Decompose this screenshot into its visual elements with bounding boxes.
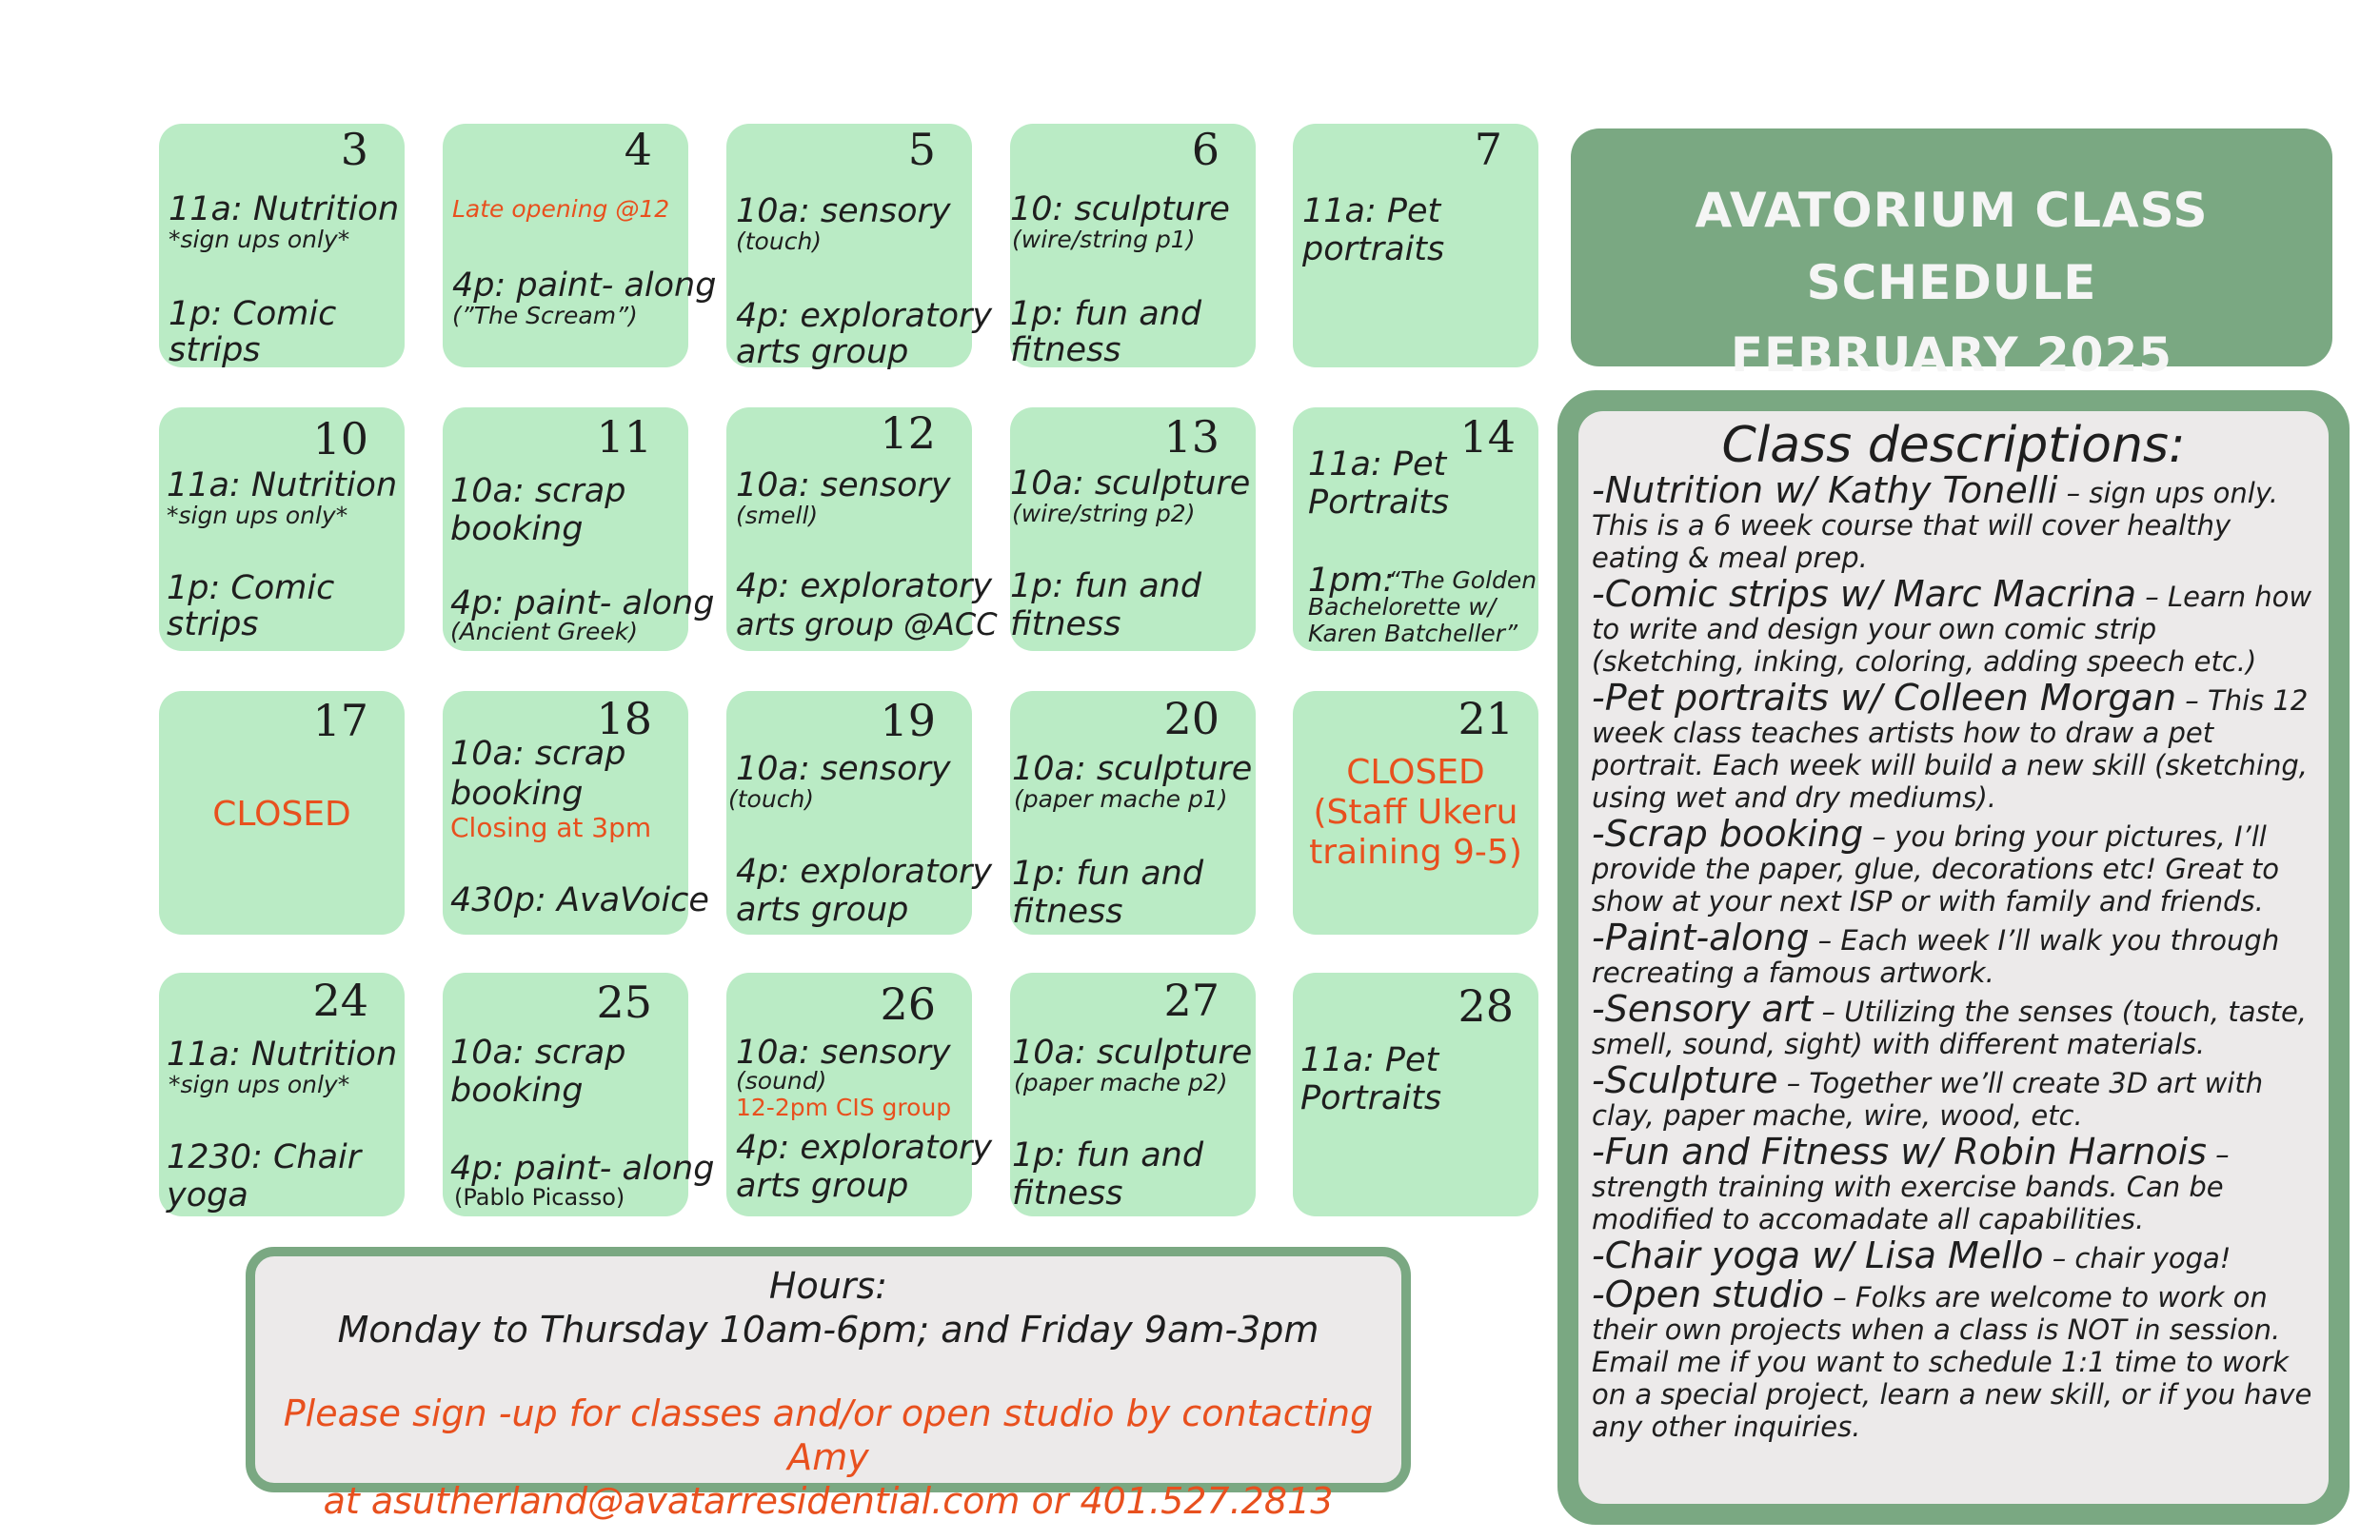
class-note: Karen Batcheller” (1308, 620, 1518, 647)
description-heading: -Fun and Fitness w/ Robin Harnois (1592, 1131, 2207, 1173)
class-line: 11a: Pet (1302, 192, 1441, 230)
class-line: 430p: AvaVoice (450, 881, 709, 919)
day-number: 10 (312, 413, 368, 464)
description-body: – chair yoga! (2043, 1242, 2231, 1274)
day-cell-4 (443, 124, 717, 367)
class-note: (paper mache p2) (1014, 1069, 1228, 1096)
schedule-month: FEBRUARY 2025 (1730, 327, 2173, 383)
day-number: 20 (1163, 693, 1220, 744)
day-cell-25 (443, 973, 715, 1216)
class-line: 10a: sensory (736, 750, 951, 788)
class-note: *sign ups only* (169, 1071, 350, 1098)
class-line: 10a: scrap (450, 1034, 626, 1072)
description-heading: -Nutrition w/ Kathy Tonelli (1592, 469, 2058, 511)
class-line: 11a: Nutrition (167, 1036, 398, 1074)
day-cell-20 (1010, 691, 1256, 935)
class-descriptions-panel (1557, 390, 2350, 1525)
class-line: 1p: fun and (1012, 855, 1204, 893)
class-line: fitness (1012, 893, 1123, 931)
class-line: 1p: fun and (1012, 1136, 1204, 1175)
class-line: 4p: exploratory (736, 853, 993, 891)
class-line: 11a: Nutrition (167, 466, 398, 504)
day-cell-14 (1293, 407, 1538, 651)
description-body: – This 12 week class teaches artists how to draw a pet portrait. Each week will build a new skill (sketching, using wet and dry mediums). (1592, 684, 2309, 814)
day-number: 28 (1458, 980, 1514, 1032)
day-cell-27 (1010, 973, 1256, 1216)
day-cell-19 (726, 691, 993, 935)
day-cell-26 (726, 973, 993, 1216)
description-body: – Utilizing the senses (touch, taste, smell, sound, sight) with different materials. (1592, 996, 2308, 1060)
day-number: 27 (1163, 975, 1220, 1026)
day-cell-6 (1010, 124, 1256, 367)
description-heading: -Sculpture (1592, 1059, 1778, 1101)
class-line: strips (169, 331, 261, 369)
hours-panel (246, 1247, 1411, 1522)
class-line: strips (167, 605, 259, 643)
day-cell-7 (1293, 124, 1538, 367)
class-note: (touch) (728, 785, 815, 813)
class-note: *sign ups only* (167, 502, 348, 529)
day-number: 18 (596, 693, 652, 744)
class-line: fitness (1010, 605, 1121, 643)
class-note: (Pablo Picasso) (454, 1184, 625, 1211)
description-item (1592, 813, 2315, 918)
day-cell-10 (159, 407, 405, 651)
day-number: 14 (1459, 411, 1516, 463)
description-body: – Learn how to write and design your own comic strip (sketching, inking, coloring, adding speech etc.) (1592, 581, 2312, 678)
closing-note: Closing at 3pm (450, 812, 652, 843)
class-note: (”The Scream”) (452, 302, 638, 329)
class-line: 10: sculpture (1010, 190, 1230, 228)
description-body: – strength training with exercise bands. Can be modified to accomadate all capabilities. (1592, 1138, 2230, 1235)
day-cell-5 (726, 124, 993, 371)
class-line: Portraits (1300, 1079, 1442, 1117)
class-line: booking (450, 775, 584, 813)
class-line: 10a: sensory (736, 1034, 951, 1072)
class-note: *sign ups only* (169, 226, 350, 253)
closed-label: CLOSED (212, 795, 351, 834)
class-line: arts group (736, 1167, 909, 1205)
class-line: 4p: paint- along (452, 267, 717, 305)
closed-reason: (Staff Ukeru (1313, 793, 1518, 832)
description-heading: -Scrap booking (1592, 813, 1864, 855)
class-line: 11a: Pet (1308, 445, 1447, 484)
class-line: booking (450, 1072, 584, 1110)
description-item (1592, 1059, 2315, 1132)
class-line: 11a: Pet (1300, 1041, 1439, 1079)
day-number: 13 (1163, 411, 1220, 463)
class-line: portraits (1302, 230, 1445, 268)
class-line: arts group @ACC (736, 606, 998, 642)
day-number: 25 (596, 977, 652, 1028)
class-note: (paper mache p1) (1014, 785, 1228, 813)
class-line: arts group (736, 333, 909, 371)
description-item (1592, 917, 2315, 989)
class-note: (wire/string p1) (1012, 226, 1196, 253)
signup-line-2: at asutherland@avatarresidential.com or 401.527.2813 (323, 1480, 1334, 1522)
schedule-title-banner (1571, 128, 2332, 383)
description-body: – sign ups only. This is a 6 week course that will cover healthy eating & meal prep. (1592, 477, 2278, 574)
class-note: (smell) (736, 502, 819, 529)
class-line: 4p: exploratory (736, 297, 993, 335)
day-number: 24 (312, 975, 368, 1026)
day-number: 5 (907, 124, 936, 175)
class-line: 1p: fun and (1010, 567, 1202, 605)
description-item (1592, 988, 2315, 1060)
class-line: 1230: Chair (167, 1138, 362, 1176)
class-line: 4p: paint- along (450, 1150, 715, 1188)
description-item (1592, 1273, 2315, 1443)
class-line: 1p: Comic (167, 569, 335, 607)
day-number: 12 (880, 407, 936, 459)
class-line: fitness (1010, 331, 1121, 369)
class-note: (touch) (736, 227, 823, 255)
class-line: booking (450, 510, 584, 548)
description-heading: -Paint-along (1592, 917, 1810, 958)
cis-group-note: 12-2pm CIS group (736, 1094, 952, 1121)
day-number: 7 (1474, 124, 1502, 175)
class-line: 4p: exploratory (736, 1129, 993, 1167)
closed-reason: training 9-5) (1309, 833, 1522, 872)
class-line: fitness (1012, 1175, 1123, 1213)
class-note: (Ancient Greek) (450, 618, 639, 645)
description-body: – Together we’ll create 3D art with clay, paper mache, wire, wood, etc. (1592, 1067, 2264, 1132)
class-descriptions-content (1578, 411, 2329, 1504)
day-cell-12 (726, 407, 998, 651)
class-line: 10a: sensory (736, 192, 951, 230)
late-opening-note: Late opening @12 (452, 195, 670, 223)
day-cell-21 (1293, 691, 1538, 935)
class-line: arts group (736, 891, 909, 929)
class-line: yoga (167, 1176, 248, 1214)
class-note: “The Golden (1388, 566, 1537, 594)
class-line: 4p: exploratory (736, 567, 993, 605)
day-number: 21 (1458, 693, 1514, 744)
class-line: 10a: sensory (736, 466, 951, 504)
signup-line-1: Please sign -up for classes and/or open studio by contacting Amy (283, 1392, 1374, 1478)
description-body: – Each week I’ll walk you through recreating a famous artwork. (1592, 924, 2280, 989)
day-number: 4 (624, 124, 652, 175)
description-heading: -Chair yoga w/ Lisa Mello (1592, 1234, 2044, 1276)
descriptions-list (1592, 469, 2315, 1443)
class-line: 10a: scrap (450, 735, 626, 773)
class-line: 10a: sculpture (1010, 464, 1251, 503)
day-cell-24 (159, 973, 405, 1216)
day-cell-11 (443, 407, 715, 651)
day-cell-13 (1010, 407, 1256, 651)
schedule-title: AVATORIUM CLASS SCHEDULE (1695, 183, 2209, 310)
description-item (1592, 469, 2315, 574)
description-body: – you bring your pictures, I’ll provide the paper, glue, decorations etc! Great to show at your next ISP or with family and friends. (1592, 820, 2280, 918)
description-heading: -Open studio (1592, 1273, 1824, 1315)
description-heading: -Comic strips w/ Marc Macrina (1592, 573, 2137, 615)
day-number: 19 (880, 695, 936, 746)
day-number: 11 (596, 411, 652, 463)
description-heading: -Sensory art (1592, 988, 1814, 1030)
class-line: 10a: sculpture (1012, 1034, 1253, 1072)
class-line: 11a: Nutrition (169, 190, 400, 228)
class-note: (sound) (736, 1067, 827, 1095)
day-number: 26 (880, 978, 936, 1030)
class-note: (wire/string p2) (1012, 500, 1196, 527)
day-cell-17 (159, 691, 405, 935)
description-item (1592, 573, 2315, 678)
day-cell-3 (159, 124, 405, 367)
description-item (1592, 1131, 2315, 1235)
closed-label: CLOSED (1346, 753, 1485, 792)
description-heading: -Pet portraits w/ Colleen Morgan (1592, 677, 2177, 719)
class-line: 1p: Comic (169, 295, 337, 333)
hours-times: Monday to Thursday 10am-6pm; and Friday 9am-3pm (337, 1309, 1319, 1351)
description-item (1592, 677, 2315, 814)
day-cell-18 (443, 691, 709, 935)
hours-label: Hours: (768, 1265, 888, 1307)
description-body: – Folks are welcome to work on their own projects when a class is NOT in session. Email me if you want to schedule 1:1 time to work on a special project, learn a new skill, or if you have any other inquiries. (1592, 1281, 2312, 1443)
description-item (1592, 1234, 2315, 1276)
class-line: Portraits (1308, 484, 1450, 522)
class-line: 4p: paint- along (450, 584, 715, 622)
class-line: 1p: fun and (1010, 295, 1202, 333)
class-line: 10a: sculpture (1012, 750, 1253, 788)
day-number: 6 (1191, 124, 1220, 175)
day-cell-28 (1293, 973, 1538, 1216)
descriptions-title: Class descriptions: (1721, 417, 2186, 474)
day-number: 3 (340, 124, 368, 175)
class-line: 1pm: (1308, 562, 1395, 600)
day-number: 17 (312, 695, 368, 746)
class-note: Bachelorette w/ (1308, 593, 1497, 621)
class-line: 10a: scrap (450, 472, 626, 510)
